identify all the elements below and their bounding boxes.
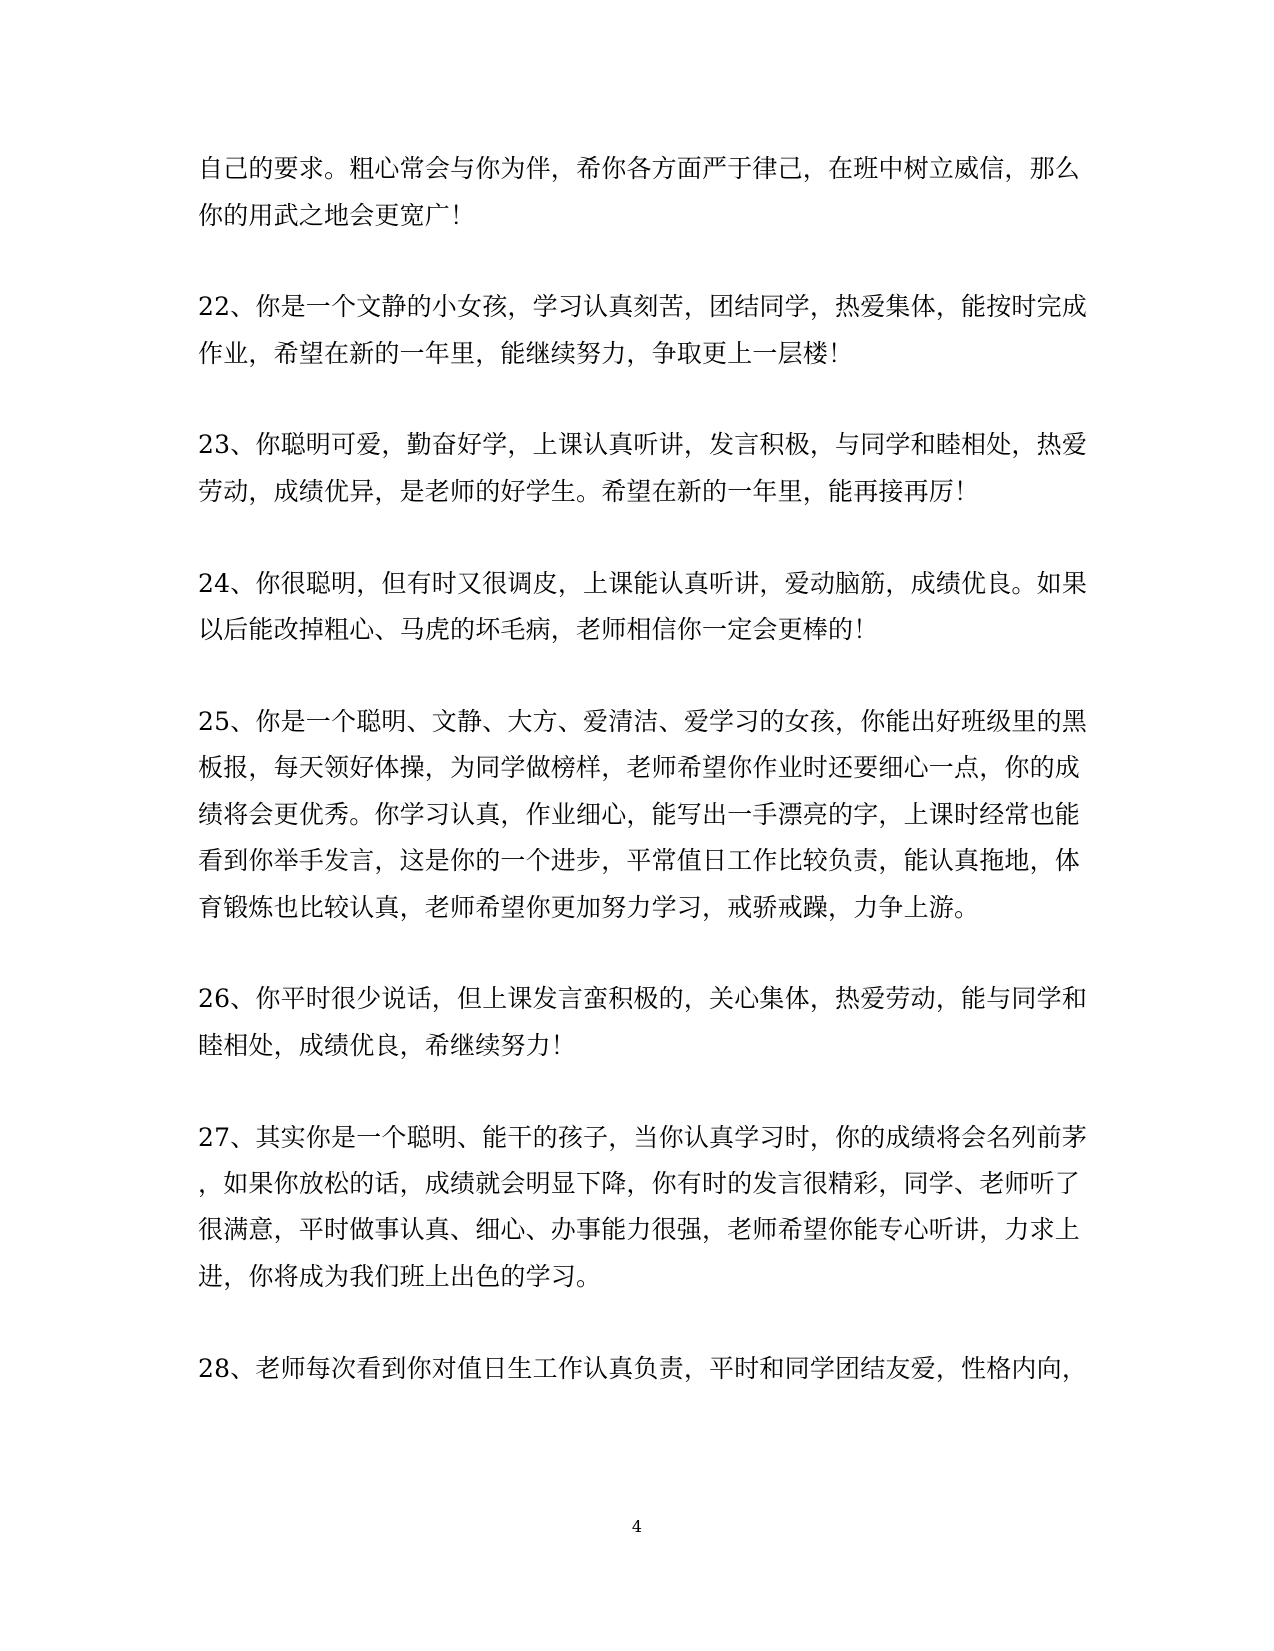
paragraph-26-line-1: 26、你平时很少说话，但上课发言蛮积极的，关心集体，热爱劳动，能与同学和 xyxy=(198,984,1088,1013)
paragraph-23-line-2: 劳动，成绩优异，是老师的好学生。希望在新的一年里，能再接再厉！ xyxy=(198,477,980,506)
page-number: 4 xyxy=(631,1517,643,1536)
paragraph-28-line-1: 28、老师每次看到你对值日生工作认真负责，平时和同学团结友爱，性格内向， xyxy=(198,1354,1088,1383)
paragraph-27-line-4: 进，你将成为我们班上出色的学习。 xyxy=(198,1262,602,1291)
paragraph-27-line-2: ，如果你放松的话，成绩就会明显下降，你有时的发言很精彩，同学、老师听了 xyxy=(198,1169,1081,1198)
paragraph-22-line-1: 22、你是一个文静的小女孩，学习认真刻苦，团结同学，热爱集体，能按时完成 xyxy=(198,292,1088,321)
paragraph-22-line-2: 作业，希望在新的一年里，能继续努力，争取更上一层楼！ xyxy=(198,339,854,368)
paragraph-27-line-3: 很满意，平时做事认真、细心、办事能力很强，老师希望你能专心听讲，力求上 xyxy=(198,1215,1081,1244)
paragraph-25-line-1: 25、你是一个聪明、文静、大方、爱清洁、爱学习的女孩，你能出好班级里的黑 xyxy=(198,707,1088,736)
paragraph-25-line-5: 育锻炼也比较认真，老师希望你更加努力学习，戒骄戒躁，力争上游。 xyxy=(198,893,980,922)
paragraph-25-line-2: 板报，每天领好体操，为同学做榜样，老师希望你作业时还要细心一点，你的成 xyxy=(198,753,1081,782)
paragraph-25-line-4: 看到你举手发言，这是你的一个进步，平常值日工作比较负责，能认真拖地，体 xyxy=(198,846,1081,875)
paragraph-23-line-1: 23、你聪明可爱，勤奋好学，上课认真听讲，发言积极，与同学和睦相处，热爱 xyxy=(198,430,1088,459)
paragraph-25-line-3: 绩将会更优秀。你学习认真，作业细心，能写出一手漂亮的字，上课时经常也能 xyxy=(198,800,1081,829)
paragraph-24-line-2: 以后能改掉粗心、马虎的坏毛病，老师相信你一定会更棒的！ xyxy=(198,615,879,644)
paragraph-1-line-1: 自己的要求。粗心常会与你为伴，希你各方面严于律己，在班中树立威信，那么 xyxy=(198,154,1081,183)
paragraph-26-line-2: 睦相处，成绩优良，希继续努力！ xyxy=(198,1031,577,1060)
paragraph-27-line-1: 27、其实你是一个聪明、能干的孩子，当你认真学习时，你的成绩将会名列前茅 xyxy=(198,1123,1088,1152)
paragraph-1-line-2: 你的用武之地会更宽广！ xyxy=(198,201,476,230)
paragraph-24-line-1: 24、你很聪明，但有时又很调皮，上课能认真听讲，爱动脑筋，成绩优良。如果 xyxy=(198,569,1088,598)
